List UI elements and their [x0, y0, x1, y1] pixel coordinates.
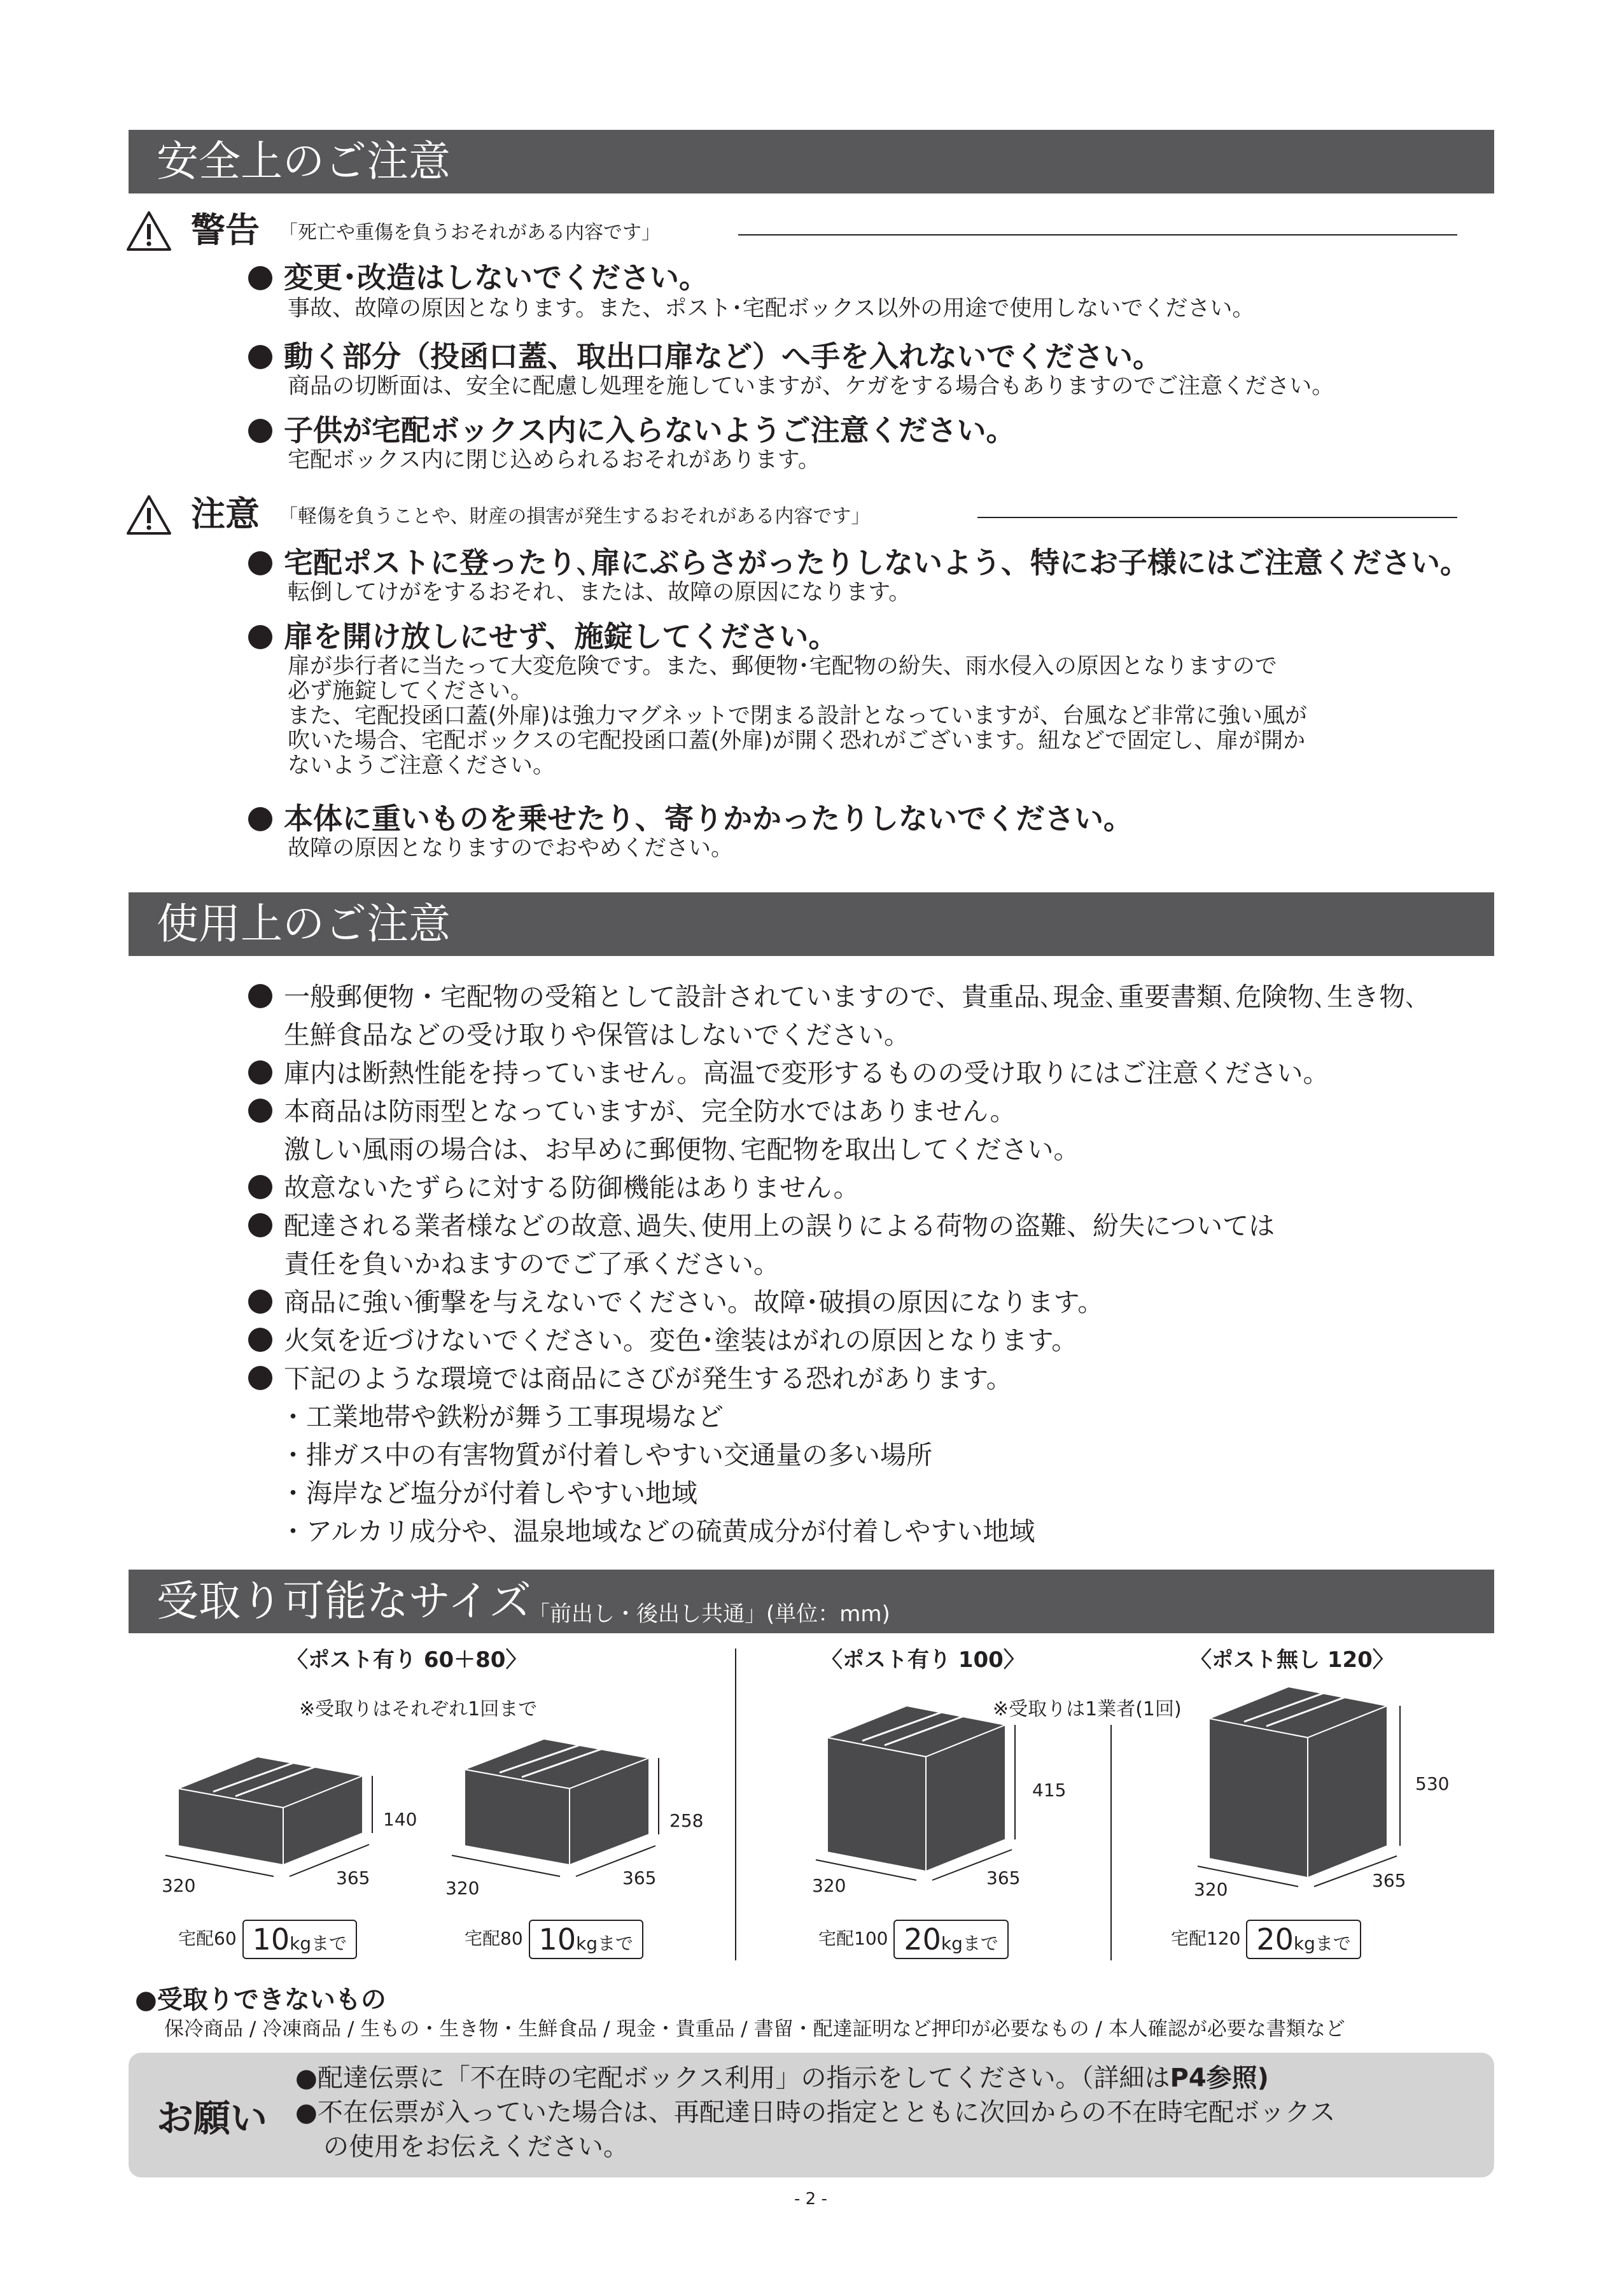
caution-item-1-detail: 転倒してけがをするおそれ、または、故障の原因になります。 [288, 580, 911, 605]
cannot-title: ●受取りできないもの [135, 1985, 386, 2014]
box-80-weight [465, 1920, 643, 1959]
warning-desc: 「死亡や重傷を負うおそれがある内容です」 [279, 221, 661, 244]
usage-line: 庫内は断熱性能を持っていません。高温で変形するものの受け取りにはご注意ください。 [248, 1057, 1329, 1090]
bullet-icon [248, 1366, 272, 1390]
box-80-name: 宅配80 [465, 1928, 523, 1949]
caution-item-1: 宅配ポストに登ったり､扉にぶらさがったりしないよう、特にお子様にはご注意ください。 [248, 545, 1469, 580]
box-80-height: 258 [669, 1810, 704, 1831]
usage-line: 下記のような環境では商品にさびが発生する恐れがあります。 [248, 1362, 1012, 1395]
box-100-weight [818, 1920, 1009, 1959]
box-120-width: 320 [1194, 1879, 1228, 1900]
caution-item-2-detail-5: ないようご注意ください。 [288, 753, 556, 778]
box-60-weight [178, 1920, 357, 1959]
box-80-width: 320 [445, 1878, 480, 1899]
box-120-weight-frame: 20kgまで [1246, 1920, 1361, 1959]
usage-line: 責任を負いかねますのでご了承ください。 [284, 1249, 780, 1279]
warning-rule [738, 234, 1457, 236]
bullet-icon [248, 266, 272, 290]
request-box [129, 2053, 1494, 2177]
sizes-title: 受取り可能なサイズ [157, 1577, 531, 1626]
sizes-subtitle: 「前出し・後出し共通」(単位：mm) [528, 1601, 890, 1627]
usage-line: ・アルカリ成分や、温泉地域などの硫黄成分が付着しやすい地域 [280, 1516, 1035, 1547]
warning-item-3-detail: 宅配ボックス内に閉じ込められるおそれがあります。 [288, 447, 820, 473]
box-60-name: 宅配60 [178, 1928, 237, 1949]
warning-item-2-detail: 商品の切断面は、安全に配慮し処理を施していますが、ケガをする場合もありますのでご注意ください。 [288, 374, 1334, 399]
warning-item-3: 子供が宅配ボックス内に入らないようご注意ください。 [248, 412, 1016, 448]
usage-line: 火気を近づけないでください。変色･塗装はがれの原因となります。 [248, 1324, 1077, 1357]
box-120-weight [1171, 1920, 1361, 1959]
box-100-weight-frame: 20kgまで [893, 1920, 1009, 1959]
usage-line: ・排ガス中の有害物質が付着しやすい交通量の多い場所 [280, 1440, 932, 1470]
box-100-width: 320 [812, 1875, 846, 1896]
warning-item-2: 動く部分（投函口蓋、取出口扉など）へ手を入れないでください。 [248, 339, 1162, 374]
usage-title: 使用上のご注意 [157, 899, 451, 948]
bullet-icon [248, 807, 272, 831]
caution-label: 注意 [191, 494, 260, 534]
bullet-icon [248, 1175, 272, 1199]
group-note-60-80: ※受取りはそれぞれ1回まで [299, 1698, 538, 1720]
box-60-height: 140 [383, 1809, 417, 1830]
request-line-1: ●配達伝票に「不在時の宅配ボックス利用」の指示をしてください。（詳細はP4参照) [295, 2064, 1269, 2093]
usage-line: ・工業地帯や鉄粉が舞う工事現場など [280, 1402, 724, 1432]
usage-line: ・海岸など塩分が付着しやすい地域 [280, 1478, 697, 1508]
page-number: - 2 - [794, 2190, 827, 2209]
warning-label: 警告 [191, 210, 260, 250]
usage-line: 生鮮食品などの受け取りや保管はしないでください。 [284, 1020, 910, 1050]
bullet-icon [248, 551, 272, 575]
bullet-icon [248, 1060, 272, 1085]
caution-desc: 「軽傷を負うことや、財産の損害が発生するおそれがある内容です」 [279, 505, 871, 528]
caution-item-2-detail-3: また、宅配投函口蓋(外扉)は強力マグネットで閉まる設計となっていますが、台風など非常に強い風が [288, 703, 1307, 729]
warning-triangle-icon [126, 210, 172, 252]
request-line-2: ●不在伝票が入っていた場合は、再配達日時の指定とともに次回からの不在時宅配ボックス [295, 2098, 1336, 2127]
group-label-100: 〈ポスト有り 100〉 [821, 1647, 1025, 1673]
box-120-name: 宅配120 [1171, 1928, 1241, 1949]
bullet-icon [248, 1213, 272, 1237]
box-100-height: 415 [1032, 1780, 1067, 1801]
cannot-items: 保冷商品 / 冷凍商品 / 生もの・生き物・生鮮食品 / 現金・貴重品 / 書留・配達証明など押印が必要なもの / 本人確認が必要な書類など [164, 2018, 1345, 2041]
group-divider-1 [735, 1649, 736, 1960]
bullet-icon [248, 625, 272, 649]
safety-header [129, 130, 1494, 193]
usage-line: 本商品は防雨型となっていますが、完全防水ではありません。 [248, 1095, 1016, 1128]
safety-title: 安全上のご注意 [157, 137, 451, 186]
bullet-icon [248, 345, 272, 369]
caution-item-2: 扉を開け放しにせず、施錠してください。 [248, 619, 837, 654]
caution-item-3: 本体に重いものを乗せたり、寄りかかったりしないでください。 [248, 801, 1133, 836]
box-60-width: 320 [162, 1875, 196, 1896]
box-120-depth: 365 [1372, 1870, 1406, 1891]
usage-line: 一般郵便物・宅配物の受箱として設計されていますので、貴重品､現金､重要書類､危険物､生き物､ [248, 980, 1418, 1013]
warning-item-1-detail: 事故、故障の原因となります。また、ポスト･宅配ボックス以外の用途で使用しないでください。 [288, 296, 1255, 321]
caution-item-3-detail: 故障の原因となりますのでおやめください。 [288, 836, 734, 861]
caution-triangle-icon [126, 494, 172, 536]
caution-item-2-detail-4: 吹いた場合、宅配ボックスの宅配投函口蓋(外扉)が開く恐れがございます。紐などで固定し、扉が開か [288, 728, 1306, 754]
usage-line: 激しい風雨の場合は、お早めに郵便物､宅配物を取出してください。 [284, 1134, 1080, 1165]
bullet-icon [248, 419, 272, 443]
bullet-icon [248, 984, 272, 1008]
usage-header [129, 892, 1494, 956]
group-label-120: 〈ポスト無し 120〉 [1190, 1647, 1394, 1673]
caution-rule [977, 517, 1457, 518]
usage-line: 配達される業者様などの故意､過失､使用上の誤りによる荷物の盗難、紛失については [248, 1209, 1275, 1242]
warning-item-1: 変更･改造はしないでください。 [248, 260, 708, 295]
box-100-name: 宅配100 [818, 1928, 888, 1949]
request-label: お願い [157, 2097, 268, 2140]
box-80-weight-frame: 10kgまで [529, 1920, 644, 1959]
request-line-3: の使用をお伝えください。 [323, 2132, 629, 2162]
caution-item-2-detail-1: 扉が歩行者に当たって大変危険です。また、郵便物･宅配物の紛失、雨水侵入の原因となりますので [288, 654, 1277, 679]
caution-item-2-detail-2: 必ず施錠してください。 [288, 678, 533, 704]
group-divider-2 [1110, 1725, 1112, 1960]
box-60-depth: 365 [336, 1867, 370, 1888]
box-120-height: 530 [1415, 1773, 1450, 1794]
bullet-icon [248, 1290, 272, 1314]
group-note-100: ※受取りは1業者(1回) [993, 1698, 1182, 1720]
box-100-depth: 365 [986, 1867, 1021, 1888]
bullet-icon [248, 1328, 272, 1352]
usage-line: 故意ないたずらに対する防御機能はありません。 [248, 1171, 859, 1204]
group-label-60-80: 〈ポスト有り 60＋80〉 [286, 1647, 528, 1673]
bullet-icon [248, 1099, 272, 1123]
usage-line: 商品に強い衝撃を与えないでください。故障･破損の原因になります。 [248, 1286, 1103, 1319]
sizes-header [129, 1570, 1494, 1633]
box-60-weight-frame: 10kgまで [242, 1920, 358, 1959]
box-80-depth: 365 [622, 1867, 657, 1888]
